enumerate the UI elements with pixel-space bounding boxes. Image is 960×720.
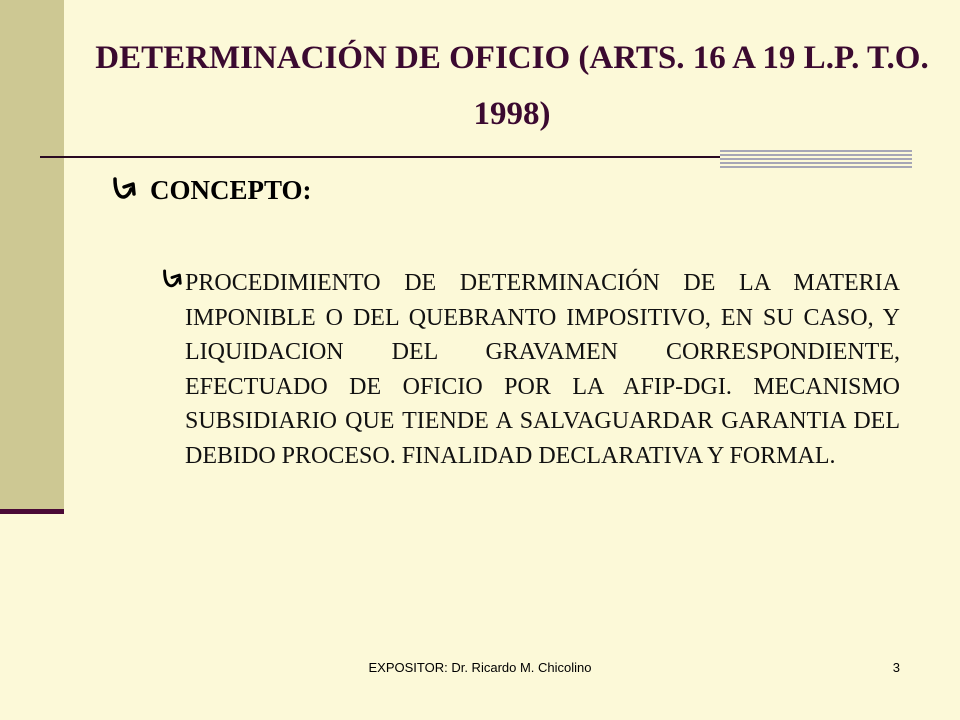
concept-paragraph: PROCEDIMIENTO DE DETERMINACIÓN DE LA MATERIA IMPONIBLE O DEL QUEBRANTO IMPOSITIVO, EN SU CASO, Y LIQUIDACION DEL GRAVAMEN CORRESPONDIENTE, EFECTUADO DE OFICIO POR LA AFIP-DGI. MECANISMO SUBSIDIARIO QUE TIENDE A SALVAGUARDAR GARANTIA DEL DEBIDO PROCESO. FINALIDAD DECLARATIVA Y FORMAL. <box>185 270 900 469</box>
curved-arrow-icon <box>158 266 186 294</box>
title-divider-accent <box>720 150 912 168</box>
slide-title: DETERMINACIÓN DE OFICIO (ARTS. 16 A 19 L.P. T.O. 1998) <box>95 40 929 132</box>
curved-arrow-icon <box>108 172 140 208</box>
bullet-label: CONCEPTO: <box>150 174 312 205</box>
bullet-concepto <box>108 172 312 208</box>
left-band-underline <box>0 509 64 514</box>
page-number: 3 <box>892 660 900 675</box>
left-decorative-band <box>0 0 64 510</box>
footer-presenter: EXPOSITOR: Dr. Ricardo M. Chicolino <box>368 660 592 675</box>
